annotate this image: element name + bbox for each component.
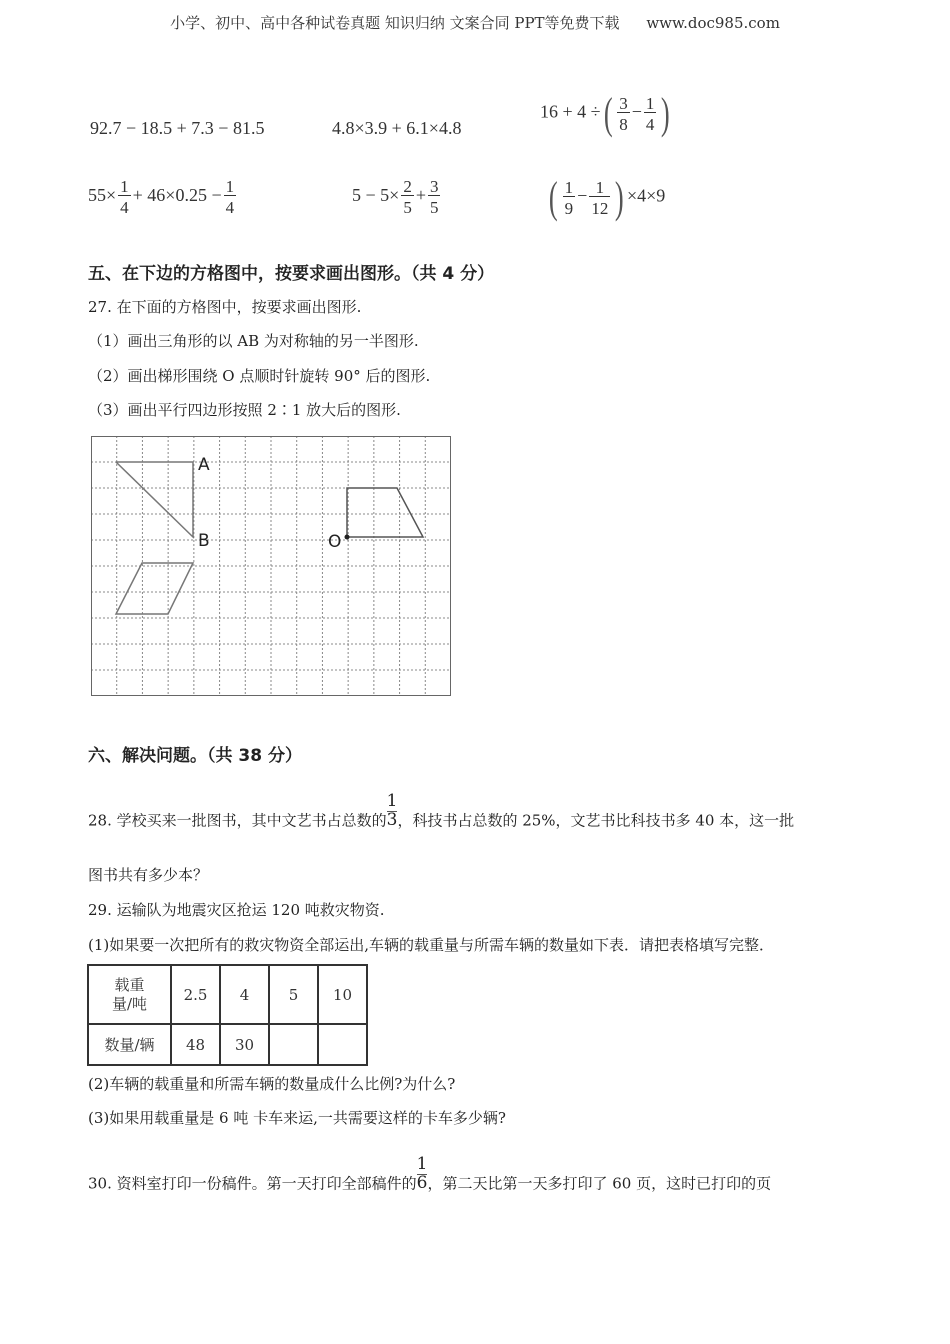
question-29-part-3: (3)如果用载重量是 6 吨 卡车来运,一共需要这样的卡车多少辆? [88,1109,506,1127]
fraction [417,1156,428,1193]
expression-2: 4.8×3.9 + 6.1×4.8 [332,118,462,138]
operator: − [577,185,588,206]
label-a: A [198,455,210,475]
question-28-text-a: 28. 学校买来一批图书，其中文艺书占总数的 [88,811,387,830]
table-cell: 48 [171,1024,220,1065]
question-27-part-2: （2）画出梯形围绕 O 点顺时针旋转 90° 后的图形. [88,367,431,385]
section-5-title: 五、在下边的方格图中，按要求画出图形。（共 4 分） [88,264,495,284]
load-table [87,964,368,1066]
question-27: 27. 在下面的方格图中，按要求画出图形. [88,298,362,316]
page-header [0,12,950,33]
numerator: 1 [120,177,129,196]
point-o [345,535,350,540]
grid-figure [91,436,451,696]
table-cell: 10 [318,965,367,1024]
fraction [401,178,414,216]
denominator: 8 [617,112,630,133]
question-29: 29. 运输队为地震灾区抢运 120 吨救灾物资. [88,901,385,919]
table-cell: 5 [269,965,318,1024]
expression-4 [88,178,238,216]
expression-6-tail: ×4×9 [626,185,666,206]
expression-1: 92.7 − 18.5 + 7.3 − 81.5 [90,118,265,138]
left-paren: ( [548,173,558,222]
expression-5 [352,178,442,216]
left-paren: ( [603,89,613,138]
numerator: 3 [619,93,628,113]
trapezoid [347,488,423,537]
numerator: 1 [416,1154,428,1174]
label-b: B [198,531,210,551]
table-header-cell [88,965,171,1024]
question-28-text-b: ，科技书占总数的 25%，文艺书比科技书多 40 本，这一批 [397,811,795,830]
denominator: 3 [386,809,398,830]
header-text: 载重量/吨 [111,975,148,1013]
numerator: 2 [403,177,412,196]
numerator: 1 [386,791,398,811]
expression-5-lead: 5 − 5× [352,185,400,206]
table-cell: 4 [220,965,269,1024]
question-29-part-2: (2)车辆的载重量和所需车辆的数量成什么比例?为什么? [88,1075,456,1093]
table-cell: 30 [220,1024,269,1065]
denominator: 4 [644,112,657,133]
denominator: 6 [416,1172,428,1193]
header-url[interactable]: www.doc985.com [646,14,780,32]
label-o: O [328,532,342,552]
denominator: 12 [589,196,610,217]
parallelogram [116,563,193,614]
operator: − [631,101,642,122]
section-6-title: 六、解决问题。（共 38 分） [88,746,302,766]
table-header-cell: 数量/辆 [88,1024,171,1065]
expression-3-lead: 16 + 4 ÷ [540,101,601,122]
question-30-text-a: 30. 资料室打印一份稿件。第一天打印全部稿件的 [88,1174,417,1193]
denominator: 9 [563,196,576,217]
fraction [563,179,576,217]
denominator: 5 [401,195,414,216]
question-28-line-2: 图书共有多少本？ [88,866,209,884]
denominator: 4 [224,195,237,216]
expression-6 [546,172,665,223]
table-cell: 2.5 [171,965,220,1024]
numerator: 3 [429,177,439,196]
fraction [387,793,398,830]
right-paren: ) [615,173,625,222]
question-29-part-1: (1)如果要一次把所有的救灾物资全部运出,车辆的载重量与所需车辆的数量如下表．请把表格填写完整． [88,936,775,954]
question-30-text-b: ，第二天比第一天多打印了 60 页，这时已打印的页 [427,1174,772,1193]
question-27-part-3: （3）画出平行四边形按照 2∶1 放大后的图形. [88,401,401,419]
half-triangle [116,462,193,537]
table-row [88,965,367,1024]
denominator: 5 [428,195,441,216]
operator: + [415,185,426,206]
numerator: 1 [595,177,605,197]
question-28-line-1 [88,791,795,840]
fraction [428,178,441,216]
fraction [644,95,657,133]
fraction [224,178,237,216]
table-cell-blank[interactable] [318,1024,367,1065]
question-27-part-1: （1）画出三角形的以 AB 为对称轴的另一半图形. [88,332,419,350]
question-30 [88,1154,772,1203]
expression-4-lead: 55× [88,185,117,206]
right-paren: ) [661,89,671,138]
fraction [589,179,610,217]
numerator: 1 [564,177,574,197]
header-text: 小学、初中、高中各种试卷真题 知识归纳 文案合同 PPT等免费下载 [170,14,620,32]
expression-3 [540,88,673,139]
denominator: 4 [118,195,131,216]
table-cell-blank[interactable] [269,1024,318,1065]
table-row [88,1024,367,1065]
numerator: 1 [225,177,235,196]
fraction [617,95,630,133]
numerator: 1 [645,93,655,113]
fraction [118,178,131,216]
expression-4-middle: + 46×0.25 − [132,185,222,206]
